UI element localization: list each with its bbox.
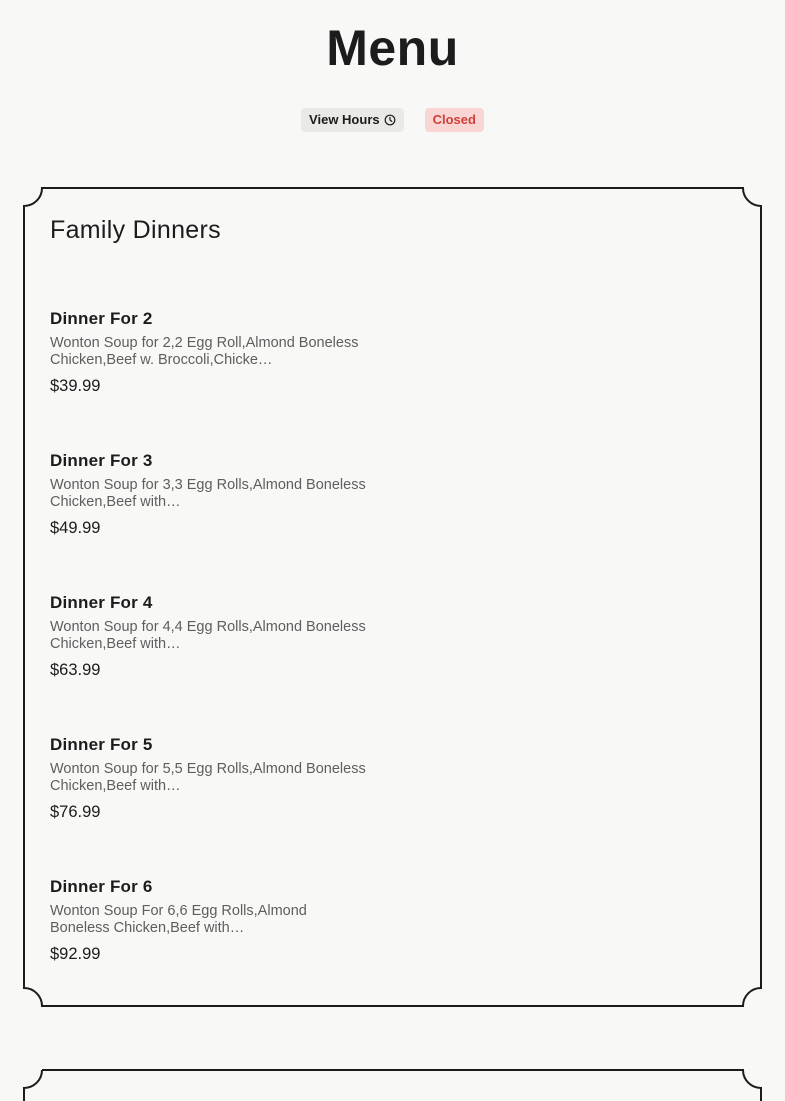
menu-section-card xyxy=(24,188,761,1006)
page-title: Menu xyxy=(326,20,459,76)
item-description: Wonton Soup for 4,4 Egg Rolls,Almond Boneless Chicken,Beef with… xyxy=(50,619,366,652)
hours-row xyxy=(0,108,785,132)
menu-item[interactable] xyxy=(50,451,370,538)
item-name: Dinner For 5 xyxy=(50,735,153,754)
item-price: $92.99 xyxy=(50,945,101,963)
view-hours-label: View Hours xyxy=(309,112,380,127)
menu-item[interactable] xyxy=(50,735,370,822)
item-price: $76.99 xyxy=(50,803,101,821)
item-name: Dinner For 2 xyxy=(50,309,153,328)
item-description: Wonton Soup for 2,2 Egg Roll,Almond Boneless Chicken,Beef w. Broccoli,Chicke… xyxy=(50,335,359,368)
item-description: Wonton Soup For 6,6 Egg Rolls,Almond Boneless Chicken,Beef with… xyxy=(50,903,307,936)
clock-icon xyxy=(384,114,396,126)
status-badge: Closed xyxy=(425,108,484,132)
item-description: Wonton Soup for 3,3 Egg Rolls,Almond Boneless Chicken,Beef with… xyxy=(50,477,366,510)
item-name: Dinner For 3 xyxy=(50,451,153,470)
menu-item[interactable] xyxy=(50,309,370,396)
card-frame xyxy=(24,1070,761,1101)
item-price: $63.99 xyxy=(50,661,101,679)
menu-section-card xyxy=(24,1070,761,1101)
view-hours-button[interactable] xyxy=(301,108,404,132)
item-name: Dinner For 6 xyxy=(50,877,153,896)
item-price: $39.99 xyxy=(50,377,101,395)
item-price: $49.99 xyxy=(50,519,101,537)
menu-item[interactable] xyxy=(50,593,370,680)
item-name: Dinner For 4 xyxy=(50,593,153,612)
menu-item[interactable] xyxy=(50,877,370,964)
section-title: Family Dinners xyxy=(50,216,221,244)
item-description: Wonton Soup for 5,5 Egg Rolls,Almond Boneless Chicken,Beef with… xyxy=(50,761,366,794)
